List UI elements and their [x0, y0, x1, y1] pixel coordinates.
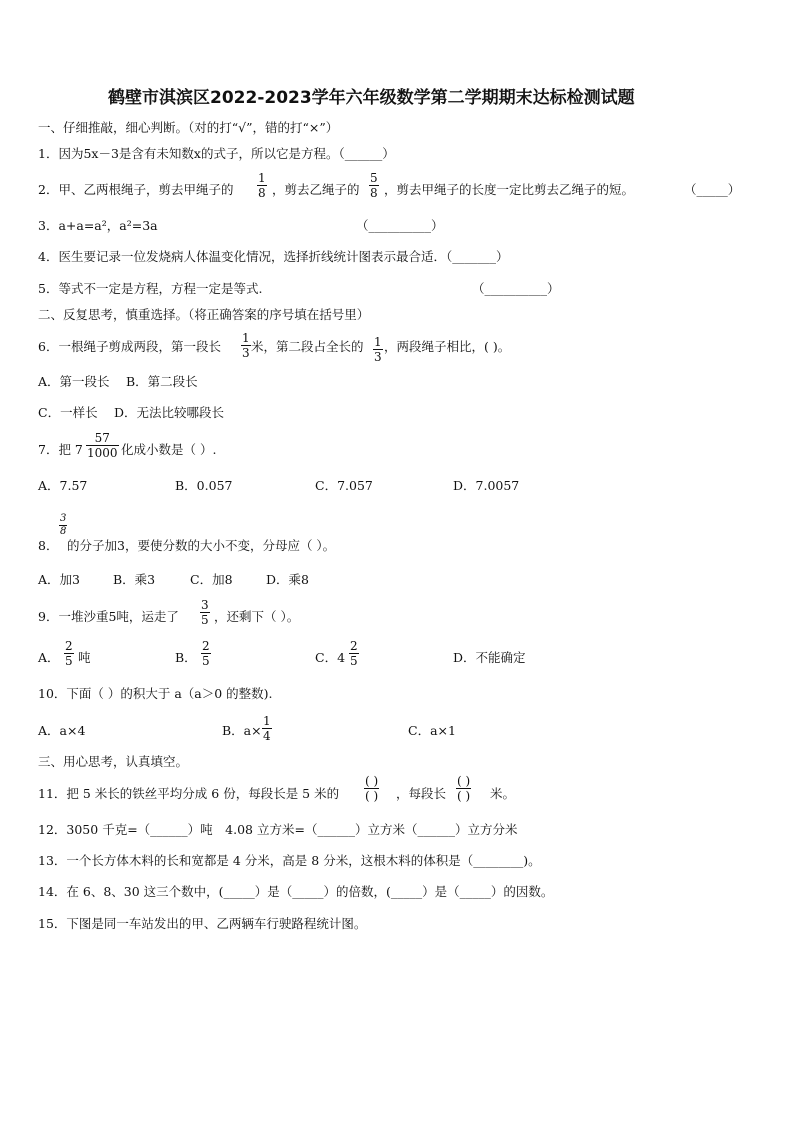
fraction-1-3: 1 3 — [242, 331, 250, 360]
question-9-option-d: D．不能确定 — [453, 650, 526, 665]
fraction-3-5: 3 5 — [201, 598, 209, 627]
question-1: 1．因为5x－3是含有未知数x的式子，所以它是方程。（______） — [38, 146, 395, 161]
question-8-option-b: B．乘3 — [113, 572, 156, 587]
question-6-options-2: C．一样长 D．无法比较哪段长 — [38, 405, 225, 420]
question-9-option-a-unit: 吨 — [78, 650, 91, 665]
section-2-heading: 二、反复思考，慎重选择。（将正确答案的序号填在括号里） — [38, 307, 370, 322]
question-9-part-b: ，还剩下（ ）。 — [214, 609, 300, 624]
question-7-option-b: B．0.057 — [175, 478, 233, 493]
question-5-blank[interactable]: （__________） — [472, 281, 560, 296]
question-6-part-a: 6．一根绳子剪成两段，第一段长 — [38, 339, 221, 354]
question-4: 4．医生要记录一位发烧病人体温变化情况，选择折线统计图表示最合适．（_______） — [38, 249, 509, 264]
question-11-part-a: 11．把 5 米长的铁丝平均分成 6 份，每段长是 5 米的 — [38, 786, 340, 801]
section-1-heading: 一、仔细推敲，细心判断。（对的打“√”，错的打“×”） — [38, 120, 339, 135]
fraction-2-5-b: 2 5 — [202, 639, 210, 668]
question-8-option-a: A．加3 — [38, 572, 80, 587]
question-9-option-c-label: C．4 — [315, 650, 346, 665]
question-2-part-c: ，剪去甲绳子的长度一定比剪去乙绳子的短。 — [384, 182, 635, 197]
fraction-4-2-5: 2 5 — [350, 639, 358, 668]
question-10: 10．下面（ ）的积大于 a（a＞0 的整数). — [38, 686, 273, 701]
question-13: 13．一个长方体木料的长和宽都是 4 分米，高是 8 分米，这根木料的体积是（________)。 — [38, 853, 541, 868]
question-7-option-d: D．7.0057 — [453, 478, 520, 493]
question-6-options-1: A．第一段长 B．第二段长 — [38, 374, 198, 389]
question-6-part-c: ，两段绳子相比，( )。 — [384, 339, 511, 354]
fraction-blank-2[interactable]: ( ) ( ) — [457, 774, 471, 803]
question-7-part-b: 化成小数是（ ）. — [121, 442, 217, 457]
question-10-option-c: C．a×1 — [408, 723, 456, 738]
question-9-option-a-label: A． — [38, 650, 60, 665]
fraction-blank-1[interactable]: ( ) ( ) — [365, 774, 379, 803]
fraction-57-1000: 57 1000 — [87, 431, 118, 460]
question-5: 5．等式不一定是方程，方程一定是等式. — [38, 281, 263, 296]
question-10-option-b-label: B．a× — [222, 723, 262, 738]
question-3: 3．a+a=a²，a²=3a — [38, 218, 158, 233]
fraction-2-5-a: 2 5 — [65, 639, 73, 668]
question-9-option-b-label: B． — [175, 650, 197, 665]
question-7-option-c: C．7.057 — [315, 478, 373, 493]
question-8-option-c: C．加8 — [190, 572, 233, 587]
fraction-1-8: 1 8 — [258, 171, 266, 200]
question-10-option-a: A．a×4 — [38, 723, 86, 738]
fraction-3-8: 3 8 — [60, 513, 67, 537]
question-11-part-b: ，每段长 — [396, 786, 447, 801]
question-6-part-b: 米，第二段占全长的 — [251, 339, 364, 354]
question-2-part-b: ，剪去乙绳子的 — [272, 182, 360, 197]
question-7-option-a: A．7.57 — [38, 478, 88, 493]
question-3-blank[interactable]: （__________） — [356, 218, 444, 233]
section-3-heading: 三、用心思考，认真填空。 — [38, 754, 189, 769]
question-2-blank[interactable]: （_____） — [684, 182, 741, 197]
fraction-1-3-b: 1 3 — [374, 335, 382, 364]
question-15: 15．下图是同一车站发出的甲、乙两辆车行驶路程统计图。 — [38, 916, 367, 931]
question-14: 14．在 6、8、30 这三个数中，(_____）是（_____）的倍数，(_____）是（_____）的因数。 — [38, 884, 554, 899]
fraction-5-8: 5 8 — [370, 171, 378, 200]
question-8-number: 8． — [38, 538, 59, 553]
question-12: 12．3050 千克=（______）吨 4.08 立方米=（______）立方米（______）立方分米 — [38, 822, 518, 837]
question-7-part-a: 7．把 7 — [38, 442, 83, 457]
fraction-1-4: 1 4 — [263, 714, 271, 743]
question-8-text: 的分子加3，要使分数的大小不变，分母应（ ）。 — [67, 538, 336, 553]
question-9-part-a: 9．一堆沙重5吨，运走了 — [38, 609, 179, 624]
question-8-option-d: D．乘8 — [266, 572, 309, 587]
page-title: 鹤壁市淇滨区2022-2023学年六年级数学第二学期期末达标检测试题 — [108, 88, 635, 108]
question-11-part-c: 米。 — [490, 786, 516, 801]
question-2-part-a: 2．甲、乙两根绳子，剪去甲绳子的 — [38, 182, 234, 197]
